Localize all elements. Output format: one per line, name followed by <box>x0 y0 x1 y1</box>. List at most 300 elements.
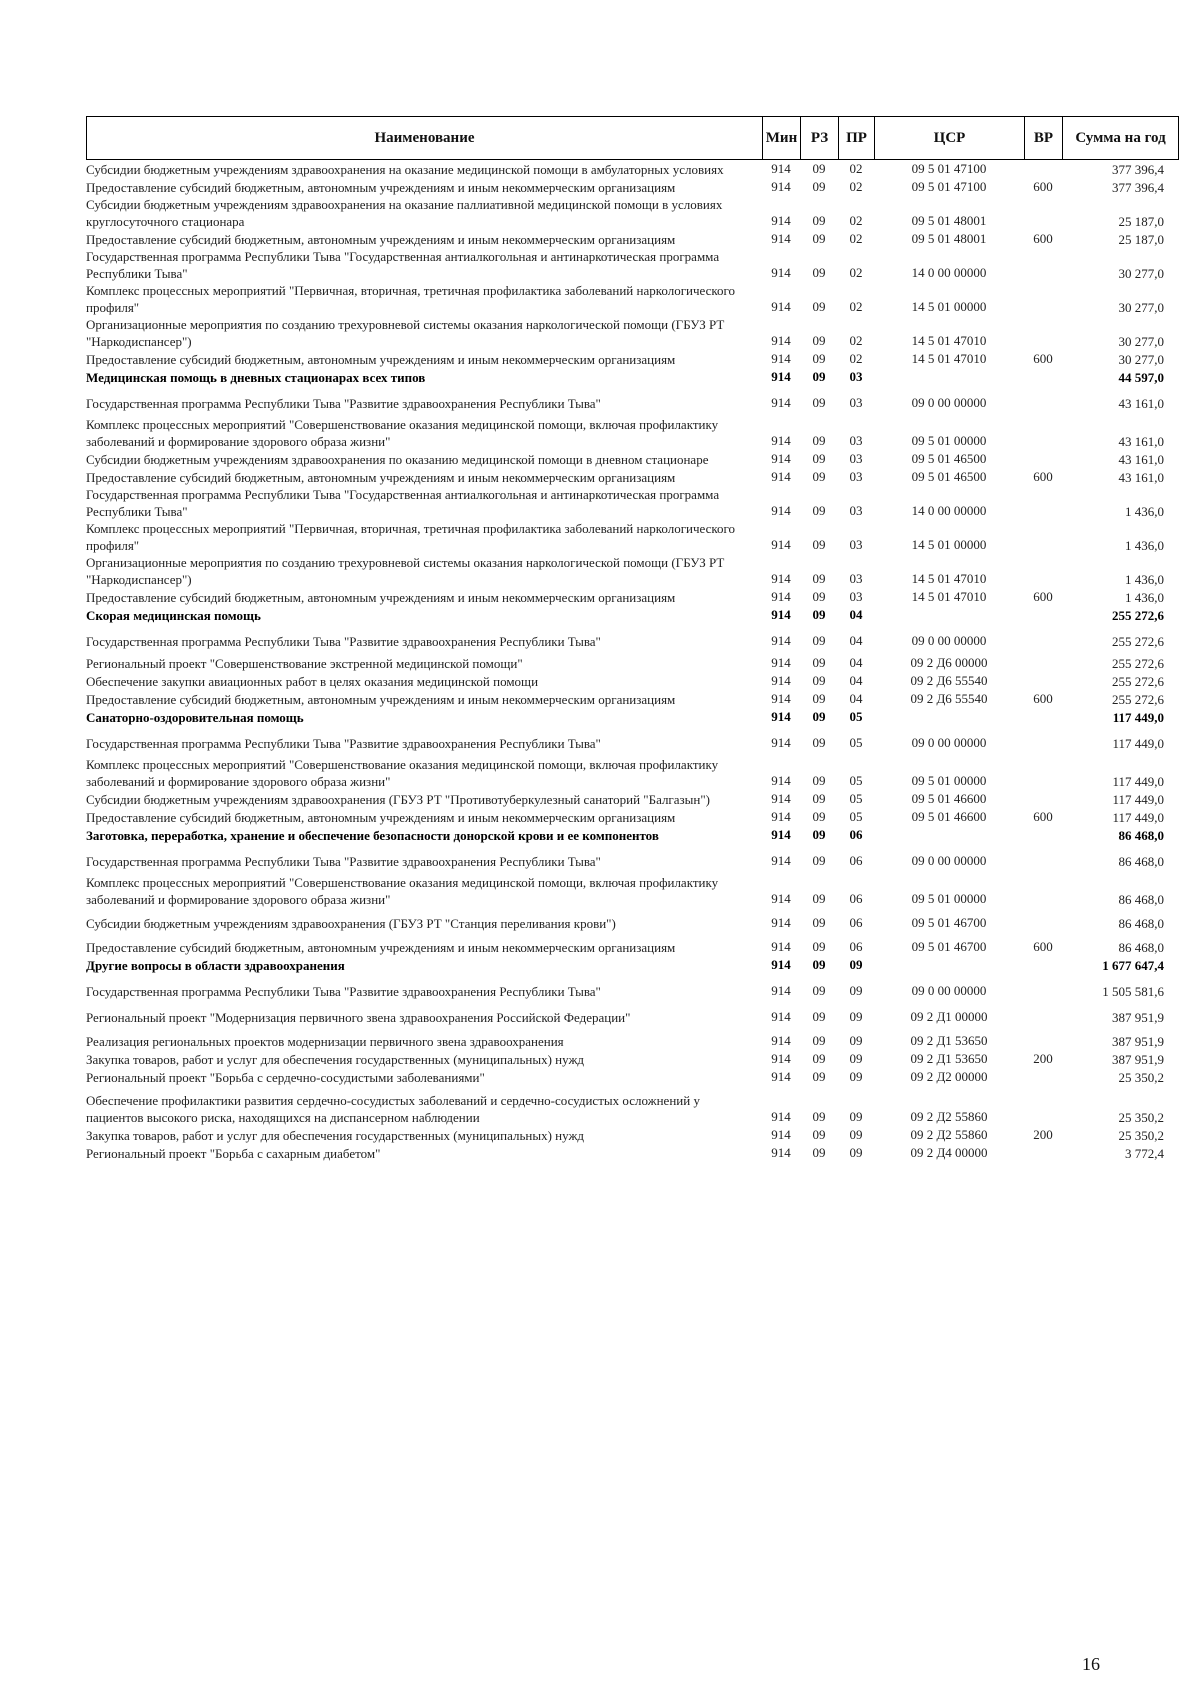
row-sum: 43 161,0 <box>1118 470 1164 485</box>
row-rz: 09 <box>812 451 826 466</box>
row-sum: 30 277,0 <box>1118 352 1164 367</box>
row-rz: 09 <box>812 633 826 648</box>
table-row <box>86 416 1178 450</box>
row-vr: 600 <box>1033 939 1053 954</box>
row-csr: 09 0 00 00000 <box>911 853 987 868</box>
row-csr: 14 5 01 00000 <box>911 537 987 552</box>
row-pr: 04 <box>849 673 863 688</box>
row-sum: 25 187,0 <box>1118 232 1164 247</box>
row-rz: 09 <box>812 809 826 824</box>
row-min: 914 <box>771 1127 791 1142</box>
row-sum: 25 187,0 <box>1118 214 1164 229</box>
row-sum: 25 350,2 <box>1118 1070 1164 1085</box>
row-sum: 86 468,0 <box>1118 854 1164 869</box>
table-row <box>86 1050 1178 1068</box>
row-name: Субсидии бюджетным учреждениям здравоохранения на оказание медицинской помощи в амбулаторных условиях <box>86 162 724 177</box>
row-min: 914 <box>771 983 791 998</box>
row-csr: 09 0 00 00000 <box>911 983 987 998</box>
header-rz: РЗ <box>801 117 839 160</box>
row-csr: 09 2 Д1 53650 <box>910 1033 988 1048</box>
row-rz: 09 <box>812 395 826 410</box>
row-vr: 600 <box>1033 469 1053 484</box>
row-pr: 09 <box>849 1069 863 1084</box>
row-sum: 1 436,0 <box>1125 572 1164 587</box>
row-sum: 86 468,0 <box>1118 940 1164 955</box>
row-sum: 1 436,0 <box>1125 538 1164 553</box>
row-csr: 09 2 Д1 53650 <box>910 1051 988 1066</box>
row-csr: 09 2 Д6 55540 <box>910 673 988 688</box>
row-sum: 117 449,0 <box>1112 774 1164 789</box>
row-min: 914 <box>771 1051 791 1066</box>
row-pr: 02 <box>849 213 863 228</box>
row-name: Предоставление субсидий бюджетным, автономным учреждениям и иным некоммерческим организациям <box>86 352 676 367</box>
row-rz: 09 <box>812 853 826 868</box>
row-csr: 09 5 01 00000 <box>911 773 987 788</box>
row-pr: 02 <box>849 161 863 176</box>
row-min: 914 <box>771 915 791 930</box>
row-csr: 09 2 Д2 55860 <box>910 1127 988 1142</box>
row-rz: 09 <box>812 1009 826 1024</box>
row-pr: 03 <box>849 395 863 410</box>
row-rz: 09 <box>812 589 826 604</box>
row-pr: 05 <box>849 773 863 788</box>
row-pr: 05 <box>849 809 863 824</box>
row-sum: 117 449,0 <box>1112 710 1164 725</box>
row-csr: 09 5 01 46500 <box>911 469 987 484</box>
row-rz: 09 <box>812 571 826 586</box>
row-rz: 09 <box>812 179 826 194</box>
row-rz: 09 <box>812 957 826 972</box>
row-name: Комплекс процессных мероприятий "Совершенствование оказания медицинской помощи, включая профилактику заболеваний и формирование здорового образа жизни" <box>86 875 719 907</box>
row-name: Субсидии бюджетным учреждениям здравоохранения на оказание паллиативной медицинской помощи в условиях круглосуточного стационара <box>86 197 723 229</box>
row-pr: 06 <box>849 915 863 930</box>
row-sum: 25 350,2 <box>1118 1110 1164 1125</box>
row-name: Закупка товаров, работ и услуг для обеспечения государственных (муниципальных) нужд <box>86 1128 585 1143</box>
row-vr <box>1024 973 1062 974</box>
row-sum: 1 677 647,4 <box>1102 958 1164 973</box>
row-pr: 09 <box>849 1145 863 1160</box>
row-pr: 03 <box>849 369 863 384</box>
row-min: 914 <box>771 773 791 788</box>
row-csr: 09 2 Д2 55860 <box>910 1109 988 1124</box>
row-min: 914 <box>771 395 791 410</box>
row-sum: 3 772,4 <box>1125 1146 1164 1161</box>
row-rz: 09 <box>812 1069 826 1084</box>
page-number: 16 <box>1082 1654 1100 1674</box>
row-sum: 117 449,0 <box>1112 736 1164 751</box>
row-min: 914 <box>771 369 791 384</box>
row-rz: 09 <box>812 791 826 806</box>
row-min: 914 <box>771 213 791 228</box>
row-vr <box>1024 411 1062 412</box>
row-min: 914 <box>771 791 791 806</box>
row-min: 914 <box>771 1145 791 1160</box>
table-row <box>86 160 1178 178</box>
row-rz: 09 <box>812 1127 826 1142</box>
row-csr: 09 5 01 46700 <box>911 939 987 954</box>
row-min: 914 <box>771 333 791 348</box>
table-row <box>86 248 1178 282</box>
row-pr: 05 <box>849 709 863 724</box>
row-csr: 09 5 01 48001 <box>911 231 987 246</box>
row-name: Предоставление субсидий бюджетным, автономным учреждениям и иным некоммерческим организациям <box>86 810 676 825</box>
row-pr: 02 <box>849 333 863 348</box>
row-name: Другие вопросы в области здравоохранения <box>86 958 345 973</box>
row-vr: 200 <box>1033 1127 1053 1142</box>
row-csr: 09 2 Д6 55540 <box>910 691 988 706</box>
row-sum: 255 272,6 <box>1112 674 1164 689</box>
table-row <box>86 1092 1178 1126</box>
row-rz: 09 <box>812 735 826 750</box>
row-rz: 09 <box>812 469 826 484</box>
row-pr: 03 <box>849 571 863 586</box>
table-row <box>86 632 1178 650</box>
row-name: Предоставление субсидий бюджетным, автономным учреждениям и иным некоммерческим организациям <box>86 232 676 247</box>
row-pr: 02 <box>849 179 863 194</box>
row-name: Обеспечение закупки авиационных работ в целях оказания медицинской помощи <box>86 674 539 689</box>
header-min: Мин <box>763 117 801 160</box>
row-csr: 09 5 01 46700 <box>911 915 987 930</box>
row-name: Региональный проект "Совершенствование экстренной медицинской помощи" <box>86 656 523 671</box>
row-pr: 03 <box>849 503 863 518</box>
row-sum: 387 951,9 <box>1112 1052 1164 1067</box>
header-name: Наименование <box>87 117 763 160</box>
row-sum: 43 161,0 <box>1118 452 1164 467</box>
row-csr: 09 5 01 00000 <box>911 433 987 448</box>
table-row <box>86 450 1178 468</box>
row-min: 914 <box>771 655 791 670</box>
table-row <box>86 734 1178 752</box>
row-csr: 09 5 01 47100 <box>911 179 987 194</box>
row-rz: 09 <box>812 891 826 906</box>
header-vr: ВР <box>1025 117 1063 160</box>
row-min: 914 <box>771 451 791 466</box>
row-sum: 117 449,0 <box>1112 792 1164 807</box>
row-pr: 03 <box>849 433 863 448</box>
row-sum: 86 468,0 <box>1118 892 1164 907</box>
row-min: 914 <box>771 1033 791 1048</box>
row-rz: 09 <box>812 939 826 954</box>
row-csr: 09 0 00 00000 <box>911 735 987 750</box>
row-name: Региональный проект "Борьба с сердечно-сосудистыми заболеваниями" <box>86 1070 485 1085</box>
row-sum: 377 396,4 <box>1112 162 1164 177</box>
row-vr: 600 <box>1033 179 1053 194</box>
row-pr: 06 <box>849 827 863 842</box>
row-min: 914 <box>771 179 791 194</box>
row-csr: 09 0 00 00000 <box>911 395 987 410</box>
row-min: 914 <box>771 231 791 246</box>
row-rz: 09 <box>812 1051 826 1066</box>
row-sum: 1 436,0 <box>1125 504 1164 519</box>
row-csr: 14 0 00 00000 <box>911 265 987 280</box>
row-csr <box>874 385 1024 386</box>
row-pr: 02 <box>849 351 863 366</box>
row-vr <box>1024 869 1062 870</box>
table-row <box>86 756 1178 790</box>
row-sum: 30 277,0 <box>1118 266 1164 281</box>
row-rz: 09 <box>812 1033 826 1048</box>
table-row <box>86 1126 1178 1144</box>
row-pr: 02 <box>849 231 863 246</box>
table-row <box>86 1144 1178 1162</box>
row-pr: 05 <box>849 735 863 750</box>
table-row <box>86 790 1178 808</box>
row-sum: 86 468,0 <box>1118 828 1164 843</box>
row-pr: 09 <box>849 983 863 998</box>
row-pr: 02 <box>849 265 863 280</box>
row-rz: 09 <box>812 655 826 670</box>
row-csr: 09 2 Д4 00000 <box>910 1145 988 1160</box>
row-csr: 14 5 01 00000 <box>911 299 987 314</box>
row-name: Предоставление субсидий бюджетным, автономным учреждениям и иным некоммерческим организациям <box>86 940 676 955</box>
row-sum: 377 396,4 <box>1112 180 1164 195</box>
row-name: Комплекс процессных мероприятий "Совершенствование оказания медицинской помощи, включая профилактику заболеваний и формирование здорового образа жизни" <box>86 417 719 449</box>
row-name: Предоставление субсидий бюджетным, автономным учреждениям и иным некоммерческим организациям <box>86 590 676 605</box>
row-csr: 09 2 Д2 00000 <box>910 1069 988 1084</box>
table-row <box>86 282 1178 316</box>
table-row <box>86 1068 1178 1086</box>
row-vr <box>1024 1161 1062 1162</box>
row-name: Комплекс процессных мероприятий "Первичная, вторичная, третичная профилактика заболеваний наркологического профиля" <box>86 521 736 553</box>
table-row <box>86 938 1178 956</box>
row-min: 914 <box>771 957 791 972</box>
row-name: Комплекс процессных мероприятий "Совершенствование оказания медицинской помощи, включая профилактику заболеваний и формирование здорового образа жизни" <box>86 757 719 789</box>
row-min: 914 <box>771 469 791 484</box>
row-min: 914 <box>771 633 791 648</box>
row-pr: 06 <box>849 853 863 868</box>
row-name: Закупка товаров, работ и услуг для обеспечения государственных (муниципальных) нужд <box>86 1052 585 1067</box>
row-pr: 06 <box>849 939 863 954</box>
row-pr: 09 <box>849 1109 863 1124</box>
table-row <box>86 852 1178 870</box>
table-row <box>86 672 1178 690</box>
row-rz: 09 <box>812 673 826 688</box>
row-sum: 387 951,9 <box>1112 1010 1164 1025</box>
table-row <box>86 874 1178 908</box>
row-rz: 09 <box>812 213 826 228</box>
row-pr: 09 <box>849 1127 863 1142</box>
row-min: 914 <box>771 735 791 750</box>
row-rz: 09 <box>812 299 826 314</box>
row-min: 914 <box>771 1009 791 1024</box>
row-vr: 600 <box>1033 809 1053 824</box>
row-csr: 09 5 01 48001 <box>911 213 987 228</box>
row-name: Предоставление субсидий бюджетным, автономным учреждениям и иным некоммерческим организациям <box>86 470 676 485</box>
budget-table-body <box>86 160 1178 1162</box>
row-min: 914 <box>771 691 791 706</box>
row-vr <box>1024 843 1062 844</box>
row-sum: 30 277,0 <box>1118 300 1164 315</box>
row-csr <box>874 623 1024 624</box>
table-row <box>86 350 1178 368</box>
row-name: Субсидии бюджетным учреждениям здравоохранения по оказанию медицинской помощи в дневном стационаре <box>86 452 709 467</box>
row-min: 914 <box>771 827 791 842</box>
row-min: 914 <box>771 537 791 552</box>
row-sum: 387 951,9 <box>1112 1034 1164 1049</box>
row-min: 914 <box>771 673 791 688</box>
row-csr: 14 5 01 47010 <box>911 333 987 348</box>
row-sum: 30 277,0 <box>1118 334 1164 349</box>
row-sum: 1 436,0 <box>1125 590 1164 605</box>
row-min: 914 <box>771 939 791 954</box>
table-row <box>86 956 1178 974</box>
table-row <box>86 808 1178 826</box>
row-pr: 04 <box>849 607 863 622</box>
row-rz: 09 <box>812 433 826 448</box>
row-min: 914 <box>771 709 791 724</box>
row-csr: 09 5 01 46500 <box>911 451 987 466</box>
row-sum: 43 161,0 <box>1118 434 1164 449</box>
table-row <box>86 520 1178 554</box>
row-sum: 44 597,0 <box>1118 370 1164 385</box>
row-name: Организационные мероприятия по созданию трехуровневой системы оказания наркологической помощи (ГБУЗ РТ "Наркодиспансер") <box>86 317 725 349</box>
row-csr: 09 5 01 46600 <box>911 809 987 824</box>
table-row <box>86 468 1178 486</box>
row-vr: 600 <box>1033 589 1053 604</box>
row-rz: 09 <box>812 369 826 384</box>
row-csr <box>874 725 1024 726</box>
table-header <box>86 116 1179 160</box>
row-pr: 09 <box>849 957 863 972</box>
row-min: 914 <box>771 351 791 366</box>
row-min: 914 <box>771 1109 791 1124</box>
row-rz: 09 <box>812 1109 826 1124</box>
row-vr: 600 <box>1033 691 1053 706</box>
row-name: Комплекс процессных мероприятий "Первичная, вторичная, третичная профилактика заболеваний наркологического профиля" <box>86 283 736 315</box>
row-sum: 117 449,0 <box>1112 810 1164 825</box>
table-row <box>86 982 1178 1000</box>
row-csr: 09 5 01 47100 <box>911 161 987 176</box>
row-pr: 03 <box>849 589 863 604</box>
row-sum: 1 505 581,6 <box>1102 984 1164 999</box>
row-min: 914 <box>771 809 791 824</box>
row-min: 914 <box>771 503 791 518</box>
row-csr: 09 2 Д6 00000 <box>910 655 988 670</box>
table-row <box>86 1008 1178 1026</box>
header-csr: ЦСР <box>875 117 1025 160</box>
row-vr: 600 <box>1033 231 1053 246</box>
table-row <box>86 826 1178 844</box>
row-vr <box>1024 725 1062 726</box>
table-row <box>86 394 1178 412</box>
row-sum: 255 272,6 <box>1112 656 1164 671</box>
header-sum: Сумма на год <box>1063 117 1179 160</box>
row-vr <box>1024 751 1062 752</box>
row-rz: 09 <box>812 709 826 724</box>
row-pr: 06 <box>849 891 863 906</box>
row-min: 914 <box>771 1069 791 1084</box>
row-vr <box>1024 649 1062 650</box>
row-min: 914 <box>771 299 791 314</box>
row-rz: 09 <box>812 983 826 998</box>
row-pr: 09 <box>849 1033 863 1048</box>
row-csr: 09 0 00 00000 <box>911 633 987 648</box>
table-row <box>86 178 1178 196</box>
row-name: Региональный проект "Модернизация первичного звена здравоохранения Российской Федерации" <box>86 1010 631 1025</box>
row-vr <box>1024 1085 1062 1086</box>
row-vr <box>1024 907 1062 908</box>
row-pr: 03 <box>849 451 863 466</box>
row-name: Субсидии бюджетным учреждениям здравоохранения (ГБУЗ РТ "Станция переливания крови") <box>86 916 616 931</box>
row-name: Государственная программа Республики Тыва "Развитие здравоохранения Республики Тыва" <box>86 854 601 869</box>
row-vr <box>1024 931 1062 932</box>
table-row <box>86 1032 1178 1050</box>
row-sum: 25 350,2 <box>1118 1128 1164 1143</box>
row-min: 914 <box>771 607 791 622</box>
row-vr <box>1024 1025 1062 1026</box>
row-sum: 255 272,6 <box>1112 608 1164 623</box>
row-csr: 14 5 01 47010 <box>911 589 987 604</box>
row-vr: 200 <box>1033 1051 1053 1066</box>
row-pr: 05 <box>849 791 863 806</box>
row-sum: 255 272,6 <box>1112 692 1164 707</box>
row-csr <box>874 843 1024 844</box>
header-pr: ПР <box>839 117 875 160</box>
table-row <box>86 690 1178 708</box>
row-name: Санаторно-оздоровительная помощь <box>86 710 304 725</box>
row-name: Государственная программа Республики Тыва "Государственная антиалкогольная и антинаркотическая программа Республики Тыва" <box>86 249 720 281</box>
row-pr: 03 <box>849 537 863 552</box>
row-name: Предоставление субсидий бюджетным, автономным учреждениям и иным некоммерческим организациям <box>86 692 676 707</box>
row-rz: 09 <box>812 691 826 706</box>
row-name: Субсидии бюджетным учреждениям здравоохранения (ГБУЗ РТ "Противотуберкулезный санаторий "Балгазын") <box>86 792 710 807</box>
row-vr <box>1024 999 1062 1000</box>
row-vr <box>1024 623 1062 624</box>
row-min: 914 <box>771 853 791 868</box>
row-rz: 09 <box>812 773 826 788</box>
row-min: 914 <box>771 589 791 604</box>
row-rz: 09 <box>812 265 826 280</box>
table-row <box>86 230 1178 248</box>
row-name: Государственная программа Республики Тыва "Развитие здравоохранения Республики Тыва" <box>86 984 601 999</box>
row-csr: 09 2 Д1 00000 <box>910 1009 988 1024</box>
row-csr: 09 5 01 46600 <box>911 791 987 806</box>
row-sum: 86 468,0 <box>1118 916 1164 931</box>
row-name: Государственная программа Республики Тыва "Развитие здравоохранения Республики Тыва" <box>86 634 601 649</box>
table-row <box>86 654 1178 672</box>
table-row <box>86 588 1178 606</box>
row-min: 914 <box>771 571 791 586</box>
row-rz: 09 <box>812 161 826 176</box>
row-rz: 09 <box>812 503 826 518</box>
table-row <box>86 368 1178 386</box>
row-csr: 14 0 00 00000 <box>911 503 987 518</box>
row-csr: 09 5 01 00000 <box>911 891 987 906</box>
row-rz: 09 <box>812 333 826 348</box>
row-name: Государственная программа Республики Тыва "Государственная антиалкогольная и антинаркотическая программа Республики Тыва" <box>86 487 720 519</box>
row-pr: 04 <box>849 633 863 648</box>
row-rz: 09 <box>812 351 826 366</box>
row-min: 914 <box>771 161 791 176</box>
row-name: Медицинская помощь в дневных стационарах всех типов <box>86 370 426 385</box>
row-vr: 600 <box>1033 351 1053 366</box>
row-pr: 04 <box>849 655 863 670</box>
row-rz: 09 <box>812 231 826 246</box>
table-row <box>86 196 1178 230</box>
table-row <box>86 606 1178 624</box>
row-min: 914 <box>771 891 791 906</box>
row-rz: 09 <box>812 1145 826 1160</box>
table-row <box>86 554 1178 588</box>
row-name: Реализация региональных проектов модернизации первичного звена здравоохранения <box>86 1034 564 1049</box>
table-row <box>86 914 1178 932</box>
row-pr: 03 <box>849 469 863 484</box>
row-pr: 09 <box>849 1009 863 1024</box>
row-rz: 09 <box>812 607 826 622</box>
row-name: Скорая медицинская помощь <box>86 608 261 623</box>
row-pr: 09 <box>849 1051 863 1066</box>
row-name: Организационные мероприятия по созданию трехуровневой системы оказания наркологической помощи (ГБУЗ РТ "Наркодиспансер") <box>86 555 725 587</box>
